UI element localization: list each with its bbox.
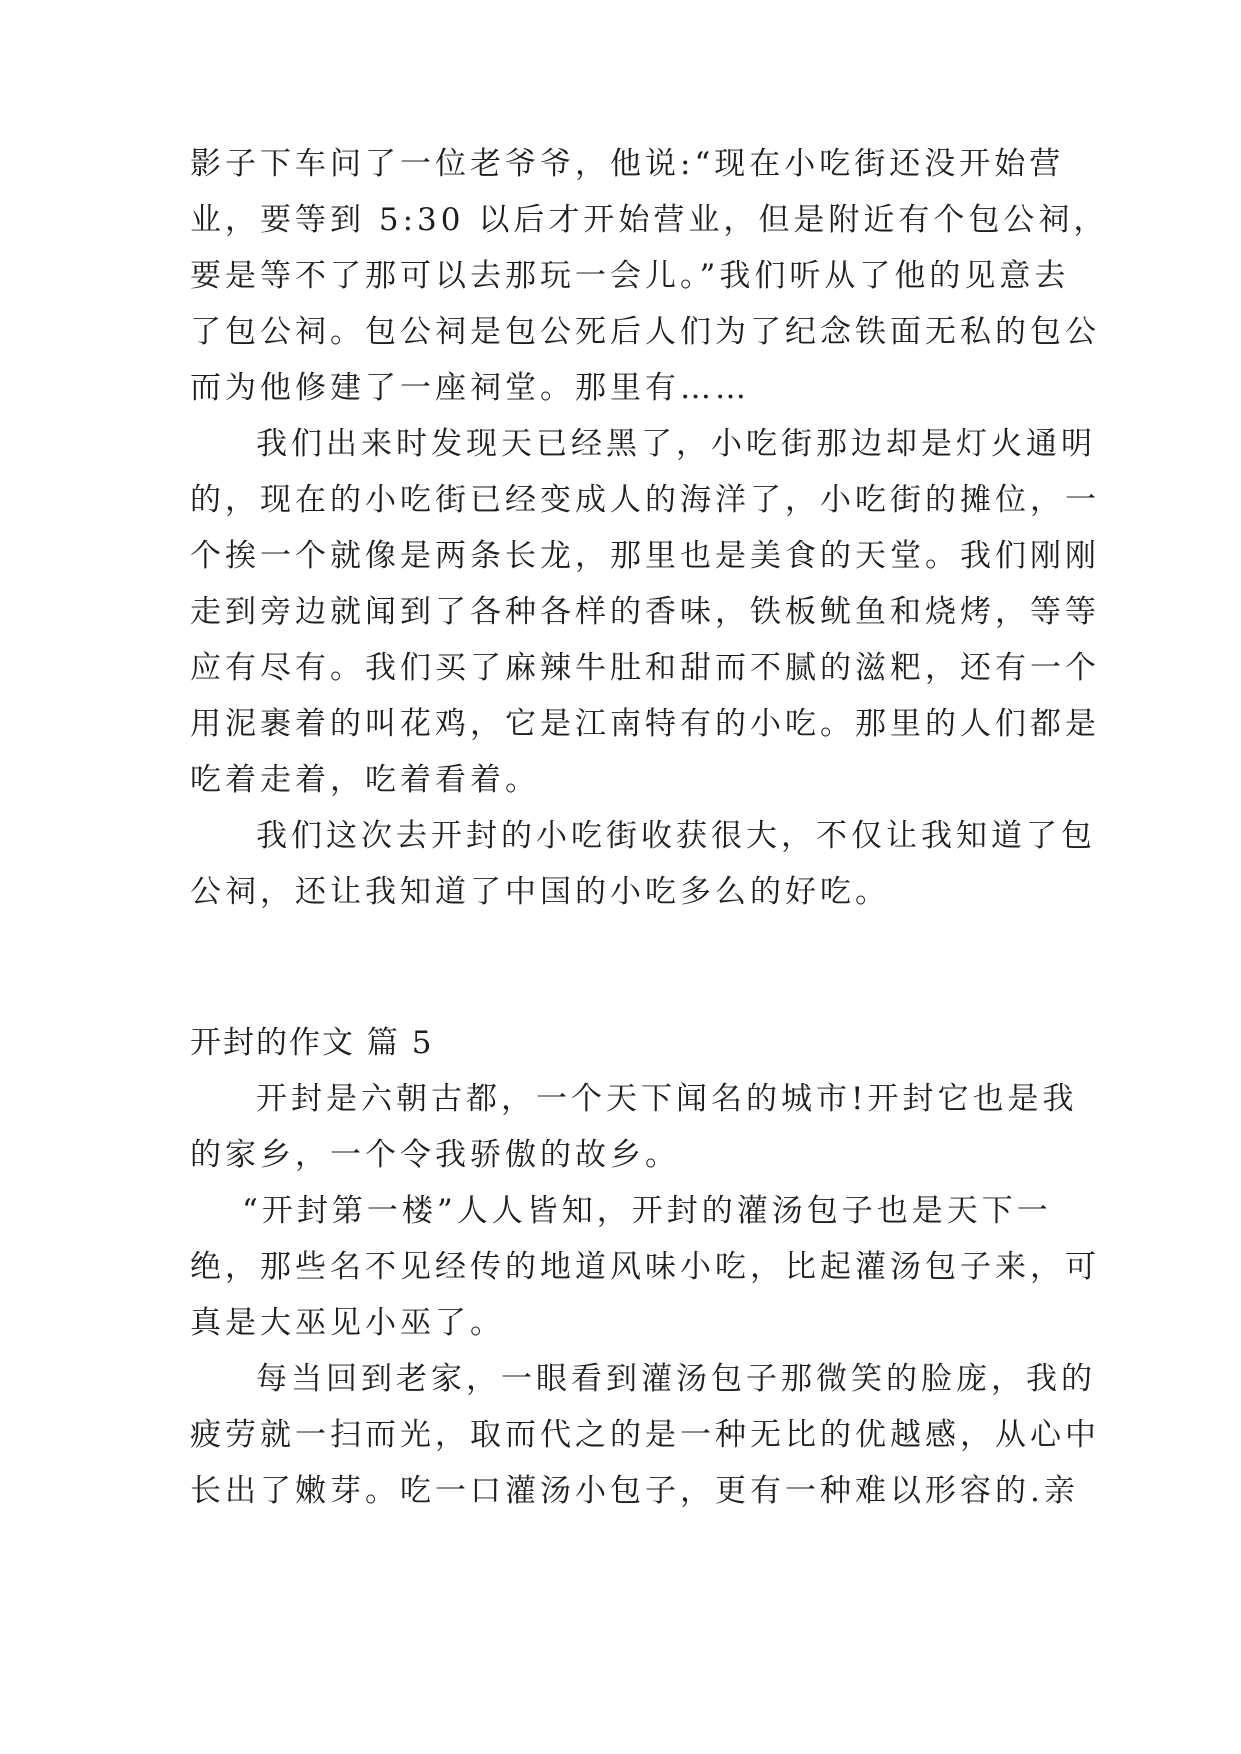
paragraph-line: 开封是六朝古都，一个天下闻名的城市!开封它也是我: [256, 1081, 1078, 1117]
paragraph-line: “开封第一楼”人人皆知，开封的灌汤包子也是天下一: [242, 1193, 1052, 1229]
paragraph-line: 疲劳就一扫而光，取而代之的是一种无比的优越感，从心中: [190, 1417, 1100, 1453]
paragraph-line: 的家乡，一个令我骄傲的故乡。: [190, 1137, 680, 1173]
paragraph-line: 个挨一个就像是两条长龙，那里也是美食的天堂。我们刚刚: [190, 538, 1100, 574]
paragraph-line: 业，要等到 5:30 以后才开始营业，但是附近有个包公祠，: [190, 202, 1109, 238]
paragraph-line: 长出了嫩芽。吃一口灌汤小包子，更有一种难以形容的.亲: [190, 1473, 1079, 1509]
paragraph-line: 绝，那些名不见经传的地道风味小吃，比起灌汤包子来，可: [190, 1249, 1100, 1285]
paragraph-line: 用泥裹着的叫花鸡，它是江南特有的小吃。那里的人们都是: [190, 706, 1100, 742]
paragraph-line: 每当回到老家，一眼看到灌汤包子那微笑的脸庞，我的: [256, 1361, 1096, 1397]
paragraph-line: 走到旁边就闻到了各种各样的香味，铁板鱿鱼和烧烤，等等: [190, 594, 1100, 630]
paragraph-line: 我们出来时发现天已经黑了，小吃街那边却是灯火通明: [256, 426, 1096, 462]
paragraph-line: 的，现在的小吃街已经变成人的海洋了，小吃街的摊位，一: [190, 482, 1100, 518]
paragraph-line: 我们这次去开封的小吃街收获很大，不仅让我知道了包: [256, 818, 1096, 854]
paragraph-line: 而为他修建了一座祠堂。那里有……: [190, 370, 750, 406]
paragraph-line: 应有尽有。我们买了麻辣牛肚和甜而不腻的滋粑，还有一个: [190, 650, 1100, 686]
paragraph-line: 公祠，还让我知道了中国的小吃多么的好吃。: [190, 874, 890, 910]
paragraph-line: 真是大巫见小巫了。: [190, 1305, 505, 1341]
paragraph-line: 了包公祠。包公祠是包公死后人们为了纪念铁面无私的包公: [190, 314, 1100, 350]
paragraph-line: 影子下车问了一位老爷爷，他说:“现在小吃街还没开始营: [190, 146, 1065, 182]
paragraph-line: 吃着走着，吃着看着。: [190, 762, 540, 798]
paragraph-line: 要是等不了那可以去那玩一会儿。”我们听从了他的见意去: [190, 258, 1070, 294]
section-heading: 开封的作文 篇 5: [190, 1025, 434, 1061]
